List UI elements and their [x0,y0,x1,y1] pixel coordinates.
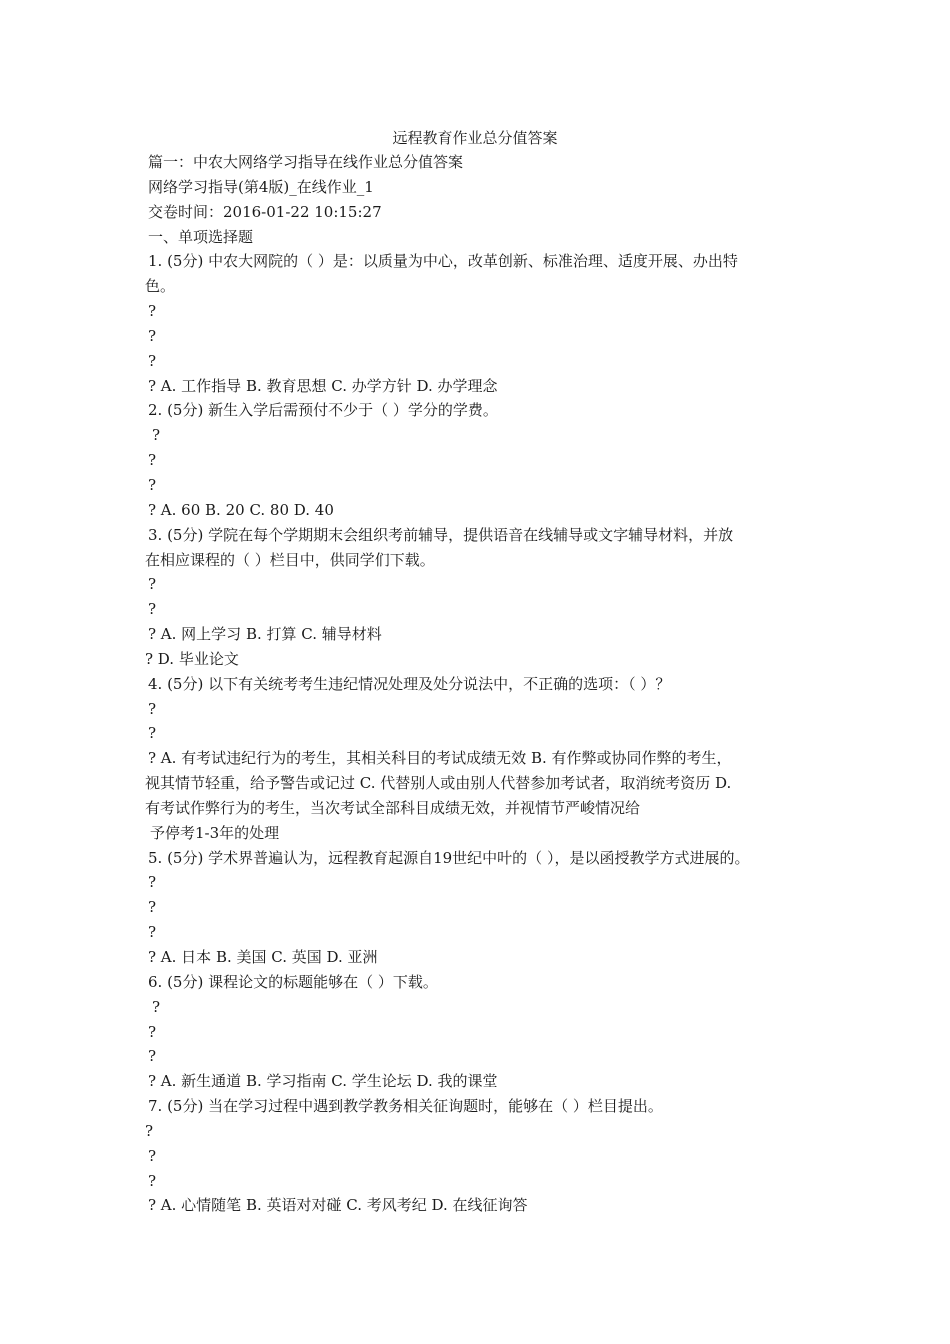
text-line-content: ? [148,724,157,743]
text-line-content: 6. (5分) 课程论文的标题能够在（ ）下载。 [148,972,438,991]
text-line-content: 3. (5分) 学院在每个学期期末会组织考前辅导，提供语音在线辅导或文字辅导材料，并放 [148,525,734,544]
text-line [0,275,950,300]
text-line-content: 4. (5分) 以下有关统考考生违纪情况处理及处分说法中，不正确的选项：（ ）？ [148,674,671,693]
text-line [0,1194,950,1219]
text-line [0,598,950,623]
text-line [0,350,950,375]
text-line [0,971,950,996]
text-line [0,673,950,698]
text-line-content: 一、单项选择题 [148,227,254,246]
text-line-content: ? [148,1047,157,1066]
text-line-content: ? [148,873,157,892]
text-line [0,822,950,847]
document-title: 远程教育作业总分值答案 [392,129,558,147]
text-line-content: ? A. 工作指导 B. 教育思想 C. 办学方针 D. 办学理念 [148,376,498,395]
text-line-content: ? A. 60 B. 20 C. 80 D. 40 [148,500,334,519]
text-line [0,847,950,872]
text-line-content: ? D. 毕业论文 [145,649,239,668]
text-line [0,549,950,574]
text-line [0,499,950,524]
document-body [0,151,950,1219]
text-line-content: 网络学习指导(第4版)_在线作业_1 [148,177,374,196]
text-line [0,375,950,400]
text-line-content: ? [148,600,157,619]
text-line [0,1170,950,1195]
text-line [0,1095,950,1120]
text-line [0,896,950,921]
text-line-content: ? [148,326,157,345]
text-line-content: ? [152,997,161,1016]
text-line [0,747,950,772]
text-line [0,325,950,350]
text-line-content: ? A. 日本 B. 美国 C. 英国 D. 亚洲 [148,948,378,966]
text-line [0,648,950,673]
text-line [0,226,950,251]
text-line [0,1021,950,1046]
text-line [0,176,950,201]
text-line-content: ? [148,898,157,917]
text-line-content: ? [148,923,157,942]
text-line-content: 交卷时间：2016-01-22 10:15:27 [148,202,382,221]
text-line-content: 篇一：中农大网络学习指导在线作业总分值答案 [148,153,464,171]
text-line-content: ? [148,575,157,594]
text-line [0,524,950,549]
text-line [0,1120,950,1145]
text-line-content: ? [148,351,157,370]
text-line [0,921,950,946]
text-line [0,996,950,1021]
text-line-content: ? [148,451,157,470]
text-line-content: 视其情节轻重，给予警告或记过 C. 代替别人或由别人代替参加考试者，取消统考资历 D. [145,774,732,793]
text-line [0,698,950,723]
text-line-content: ? A. 心情随笔 B. 英语对对碰 C. 考风考纪 D. 在线征询答 [148,1196,528,1215]
text-line-content: 有考试作弊行为的考生，当次考试全部科目成绩无效，并视情节严峻情况给 [145,798,641,817]
text-line-content: 7. (5分) 当在学习过程中遇到教学教务相关征询题时，能够在（ ）栏目提出。 [148,1097,663,1116]
text-line-content: ? A. 新生通道 B. 学习指南 C. 学生论坛 D. 我的课堂 [148,1072,498,1091]
text-line [0,623,950,648]
text-line [0,250,950,275]
text-line-content: 色。 [145,277,176,296]
text-line-content: 予停考1-3年的处理 [150,823,280,842]
text-line [0,424,950,449]
text-line [0,772,950,797]
text-line [0,797,950,822]
text-line-content: 2. (5分) 新生入学后需预付不少于（ ）学分的学费。 [148,401,498,420]
text-line [0,573,950,598]
text-line [0,1045,950,1070]
text-line-content: ? [148,475,157,494]
text-line-content: ? A. 有考试违纪行为的考生，其相关科目的考试成绩无效 B. 有作弊或协同作弊的考生， [148,749,732,768]
text-line-content: 5. (5分) 学术界普遍认为，远程教育起源自19世纪中叶的（ ），是以函授教学方式进展的。 [148,848,750,867]
text-line [0,300,950,325]
text-line [0,871,950,896]
text-line [0,449,950,474]
text-line [0,201,950,226]
text-line [0,151,950,176]
text-line [0,399,950,424]
text-line [0,474,950,499]
text-line-content: ? [152,426,161,445]
text-line-content: ? [148,1171,157,1190]
text-line [0,946,950,971]
text-line-content: ? [145,1121,154,1140]
text-line-content: 在相应课程的（ ）栏目中，供同学们下载。 [145,550,435,569]
text-line-content: ? [148,699,157,718]
text-line [0,1145,950,1170]
text-line-content: ? A. 网上学习 B. 打算 C. 辅导材料 [148,625,382,644]
text-line [0,1070,950,1095]
text-line-content: ? [148,302,157,321]
text-line-content: ? [148,1022,157,1041]
text-line [0,722,950,747]
text-line-content: ? [148,1146,157,1165]
text-line-content: 1. (5分) 中农大网院的（ ）是：以质量为中心，改革创新、标准治理、适度开展、办出特 [148,252,738,271]
